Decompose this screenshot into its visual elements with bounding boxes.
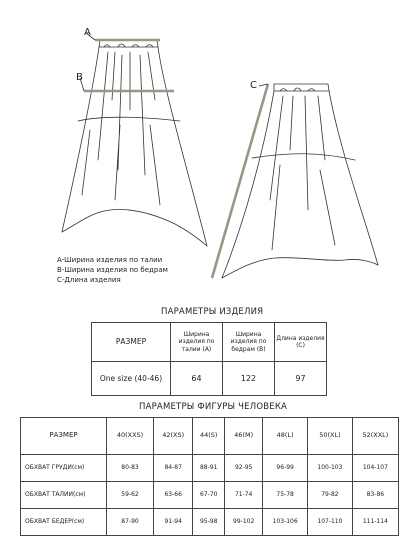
figure-params-table	[20, 417, 399, 536]
table-cell: 92-95	[225, 455, 263, 482]
row-label-waist: ОБХВАТ ТАЛИИ(см)	[21, 482, 107, 509]
table-cell: 87-90	[107, 509, 154, 536]
product-params-table	[91, 322, 327, 396]
size-one-size: One size (40-46)	[92, 362, 171, 396]
product-params-title: ПАРАМЕТРЫ ИЗДЕЛИЯ	[161, 307, 264, 317]
table-cell: 100-103	[308, 455, 353, 482]
table-cell: 88-91	[193, 455, 225, 482]
header-length: Длина изделия (C)	[275, 323, 327, 362]
table-cell: 63-66	[154, 482, 193, 509]
header-size-42: 42(XS)	[154, 418, 193, 455]
legend-item-b: B-Ширина изделия по бедрам	[57, 266, 168, 274]
table-cell: 96-99	[263, 455, 308, 482]
header-size-48: 48(L)	[263, 418, 308, 455]
table-cell: 103-106	[263, 509, 308, 536]
legend-item-c: C-Длина изделия	[57, 276, 121, 284]
measure-hips-b	[80, 78, 174, 91]
row-label-chest: ОБХВАТ ГРУДИ(см)	[21, 455, 107, 482]
skirt-front-view	[62, 40, 207, 246]
table-cell: 95-98	[193, 509, 225, 536]
header-hip-width: Ширина изделия по бедрам (B)	[223, 323, 275, 362]
table-cell: 67-70	[193, 482, 225, 509]
measure-length-c	[212, 84, 268, 278]
legend-item-a: A-Ширина изделия по талии	[57, 256, 163, 264]
table-header-row	[21, 418, 399, 455]
table-cell: 71-74	[225, 482, 263, 509]
header-waist-width: Ширина изделия по талии (A)	[171, 323, 223, 362]
table-cell: 91-94	[154, 509, 193, 536]
header-size-40: 40(XXS)	[107, 418, 154, 455]
value-length: 97	[275, 362, 327, 396]
table-cell: 99-102	[225, 509, 263, 536]
table-cell: 80-83	[107, 455, 154, 482]
table-cell: 83-86	[352, 482, 398, 509]
label-a: A	[84, 27, 91, 38]
table-cell: 75-78	[263, 482, 308, 509]
header-size-44: 44(S)	[193, 418, 225, 455]
header-size-52: 52(XXL)	[352, 418, 398, 455]
table-cell: 104-107	[352, 455, 398, 482]
table-cell: 79-82	[308, 482, 353, 509]
header-size: РАЗМЕР	[21, 418, 107, 455]
label-c: C	[250, 80, 257, 91]
label-b: B	[76, 72, 83, 83]
table-cell: 107-110	[308, 509, 353, 536]
measurement-legend	[57, 255, 168, 285]
row-label-hips: ОБХВАТ БЕДЕР(см)	[21, 509, 107, 536]
value-waist-width: 64	[171, 362, 223, 396]
table-cell: 84-87	[154, 455, 193, 482]
measure-waist-a	[86, 33, 160, 40]
header-size: РАЗМЕР	[92, 323, 171, 362]
value-hip-width: 122	[223, 362, 275, 396]
table-header-row	[92, 323, 327, 362]
table-cell: 59-62	[107, 482, 154, 509]
table-row	[21, 509, 399, 536]
table-cell: 111-114	[352, 509, 398, 536]
table-row	[21, 455, 399, 482]
header-size-46: 46(M)	[225, 418, 263, 455]
table-row	[21, 482, 399, 509]
figure-params-title: ПАРАМЕТРЫ ФИГУРЫ ЧЕЛОВЕКА	[139, 402, 288, 412]
skirt-side-view	[222, 84, 378, 278]
table-row	[92, 362, 327, 396]
header-size-50: 50(XL)	[308, 418, 353, 455]
